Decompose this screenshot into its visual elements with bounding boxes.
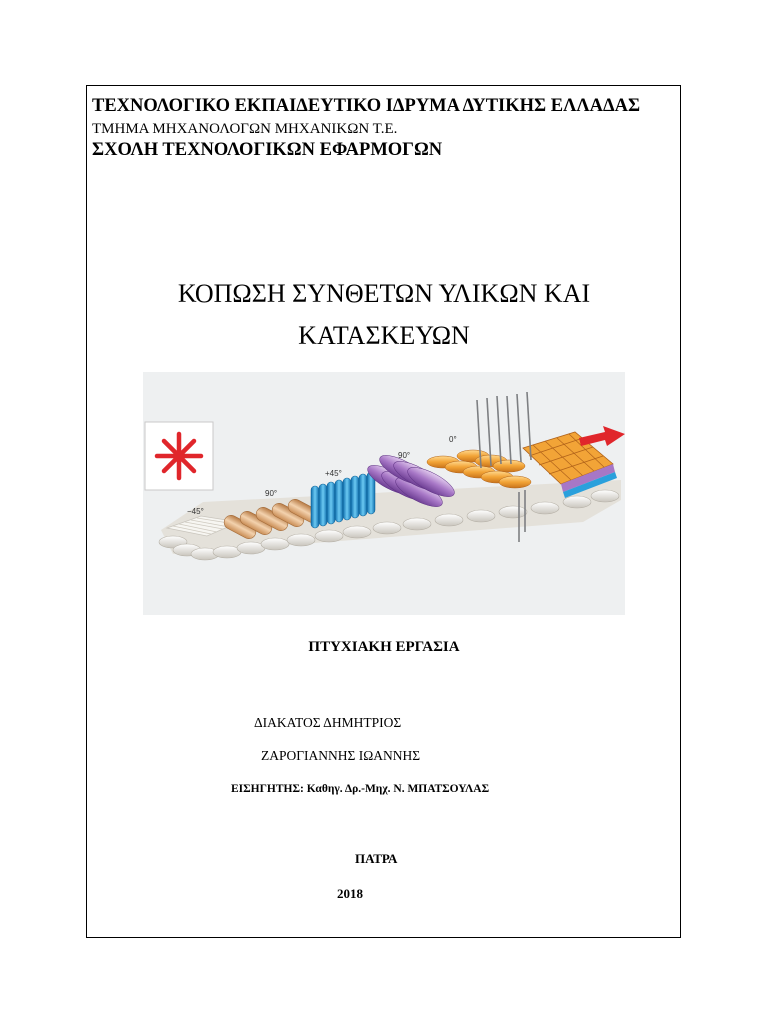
school-name: ΣΧΟΛΗ ΤΕΧΝΟΛΟΓΙΚΩΝ ΕΦΑΡΜΟΓΩΝ <box>92 140 443 160</box>
composite-layup-figure <box>143 372 625 615</box>
city: ΠΑΤΡΑ <box>355 851 398 866</box>
author-name: ΖΑΡΟΓΙΑΝΝΗΣ ΙΩΑΝΝΗΣ <box>261 748 421 763</box>
year: 2018 <box>337 886 363 901</box>
author-name: ΔΙΑΚΑΤΟΣ ΔΗΜΗΤΡΙΟΣ <box>254 715 402 730</box>
department-name: ΤΜΗΜΑ ΜΗΧΑΝΟΛΟΓΩΝ ΜΗΧΑΝΙΚΩΝ Τ.Ε. <box>92 121 398 137</box>
thesis-title-line-2: ΚΑΤΑΣΚΕΥΩΝ <box>298 321 470 350</box>
thesis-type: ΠΤΥΧΙΑΚΗ ΕΡΓΑΣΙΑ <box>308 639 460 655</box>
star-logo-icon <box>157 434 201 478</box>
thesis-title-line-1: ΚΟΠΩΣΗ ΣΥΝΘΕΤΩΝ ΥΛΙΚΩΝ ΚΑΙ <box>177 279 591 308</box>
ply-label: +45° <box>325 469 342 478</box>
ply-label: 90° <box>265 489 278 498</box>
ply-label: 90° <box>398 451 411 460</box>
ply-label: −45° <box>187 507 204 516</box>
logo-box <box>145 422 213 490</box>
ply-label: 0° <box>449 435 457 444</box>
supervisor-line: ΕΙΣΗΓΗΤΗΣ: Καθηγ. Δρ.-Μηχ. Ν. ΜΠΑΤΣΟΥΛΑΣ <box>231 783 490 795</box>
institution-name: ΤΕΧΝΟΛΟΓΙΚΟ ΕΚΠΑΙΔΕΥΤΙΚΟ ΙΔΡΥΜΑ ΔΥΤΙΚΗΣ ΕΛΛΑΔΑΣ <box>92 96 641 116</box>
